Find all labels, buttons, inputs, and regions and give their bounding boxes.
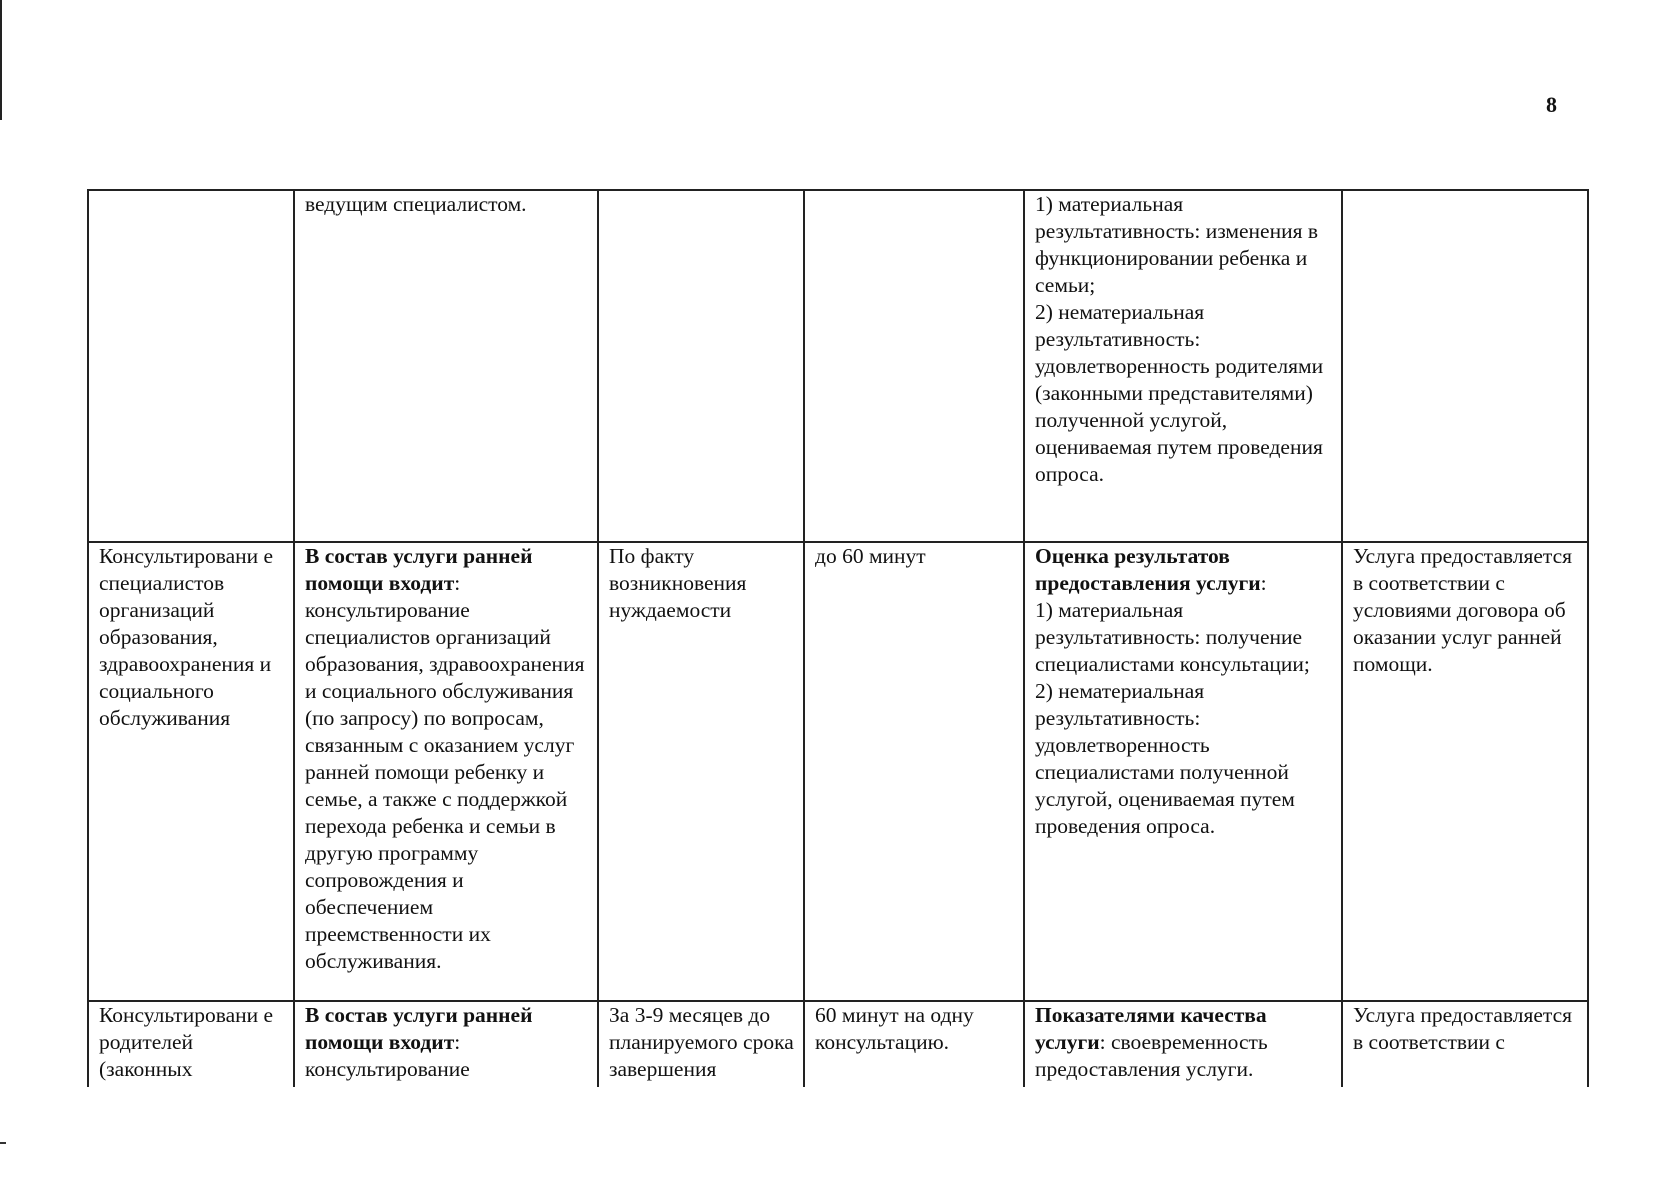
service-cell: Консультировани е родителей (законных (88, 1001, 294, 1087)
conditions-cell: Услуга предоставляется в соответствии с условиями договора об оказании услуг ранней помощи. (1342, 542, 1588, 1001)
table-row (88, 1001, 1588, 1087)
timing-cell: По факту возникновения нуждаемости (598, 542, 804, 1001)
left-edge-line (0, 0, 2, 120)
conditions-cell (1342, 190, 1588, 542)
evaluation-heading-suffix: : (1260, 571, 1267, 595)
evaluation-item: 2) нематериальная результативность: удовлетворенность родителями (законными представителями) полученной услугой, оцениваемая путем проведения опроса. (1035, 300, 1324, 486)
content-text: : консультирование специалистов организаций образования, здравоохранения и социального обслуживания (по запросу) по вопросам, связанным с оказанием услуг ранней помощи ребенку и семье, а также с поддержкой перехода ребенка и семьи в другую программу сопровождения и обеспечением преемственности их обслуживания. (305, 571, 585, 973)
evaluation-heading: Оценка результатов предоставления услуги (1035, 544, 1261, 595)
service-cell (88, 190, 294, 542)
evaluation-heading: Показателями качества услуги (1035, 1003, 1267, 1054)
content-cell: ведущим специалистом. (294, 190, 598, 542)
duration-cell: до 60 минут (804, 542, 1024, 1001)
evaluation-item: 1) материальная результативность: получение специалистами консультации; (1035, 598, 1310, 676)
conditions-cell: Услуга предоставляется в соответствии с (1342, 1001, 1588, 1087)
page-number: 8 (1546, 92, 1557, 117)
timing-cell (598, 190, 804, 542)
evaluation-item: 2) нематериальная результативность: удовлетворенность специалистами полученной услугой, оцениваемая путем проведения опроса. (1035, 679, 1295, 838)
duration-cell (804, 190, 1024, 542)
table-row (88, 190, 1588, 542)
timing-cell: За 3-9 месяцев до планируемого срока завершения (598, 1001, 804, 1087)
evaluation-item: 1) материальная результативность: изменения в функционировании ребенка и семьи; (1035, 192, 1319, 297)
content-cell (294, 542, 598, 1001)
content-cell (294, 1001, 598, 1087)
evaluation-cell (1024, 1001, 1342, 1087)
content-heading: В состав услуги ранней помощи входит (305, 1003, 533, 1054)
evaluation-text: : своевременность предоставления услуги. (1035, 1030, 1268, 1081)
services-table (87, 189, 1589, 1087)
evaluation-cell (1024, 542, 1342, 1001)
content-heading: В состав услуги ранней помощи входит (305, 544, 533, 595)
duration-cell: 60 минут на одну консультацию. (804, 1001, 1024, 1087)
evaluation-cell (1024, 190, 1342, 542)
left-edge-tick (0, 1142, 6, 1144)
table-row (88, 542, 1588, 1001)
content-text: : консультирование (305, 1030, 470, 1081)
service-cell: Консультировани е специалистов организаций образования, здравоохранения и социального обслуживания (88, 542, 294, 1001)
